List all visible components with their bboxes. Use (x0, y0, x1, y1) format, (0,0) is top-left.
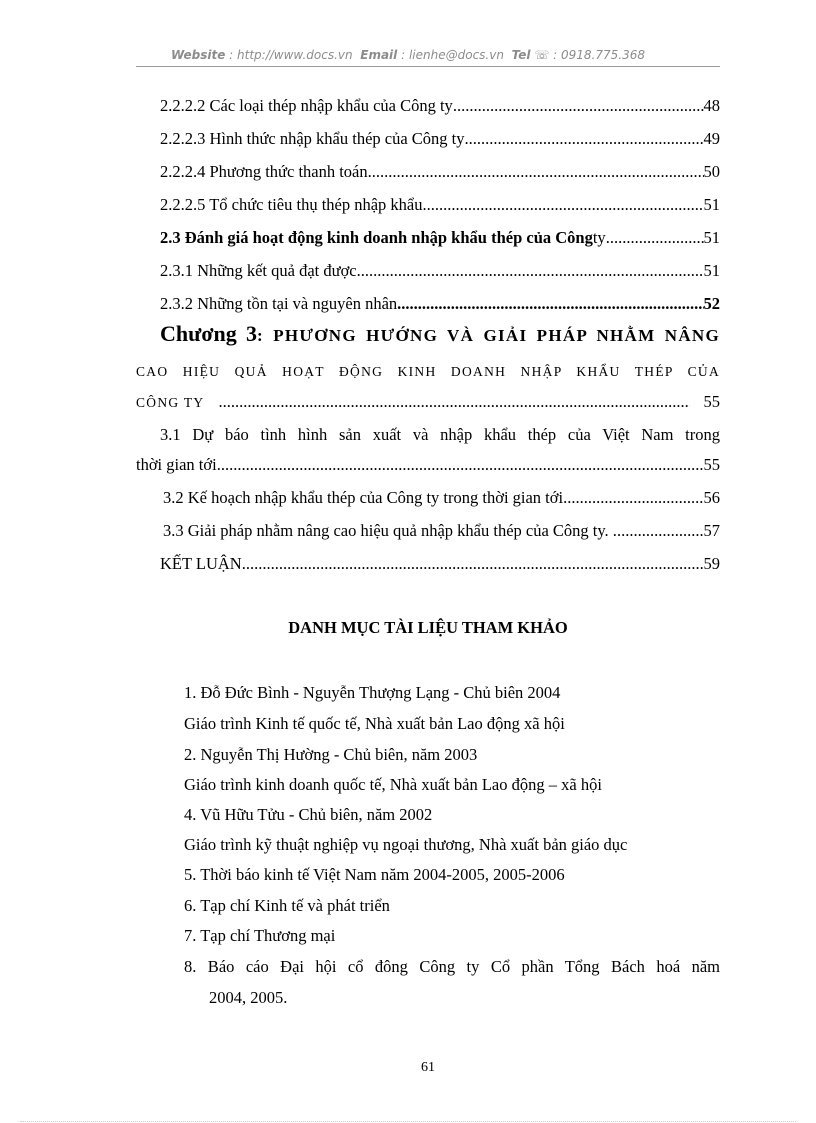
email-value[interactable]: : lienhe@docs.vn (401, 48, 504, 62)
toc-entry-text: 2.2.2.4 Phương thức thanh toán (160, 162, 368, 181)
website-value[interactable]: : http://www.docs.vn (229, 48, 353, 62)
page-header (0, 48, 816, 62)
toc-entry (136, 455, 720, 475)
reference-item: 4. Vũ Hữu Tửu - Chủ biên, năm 2002 (184, 805, 433, 824)
toc-entry-text: 3.3 Giải pháp nhằm nâng cao hiệu quả nhập khẩu thép của Công ty. . (163, 521, 617, 540)
toc-entry (160, 554, 720, 574)
toc-entry-text: 2.3 Đánh giá hoạt động kinh doanh nhập khẩu thép của Công (160, 228, 593, 247)
toc-entry-page: 51 (703, 228, 720, 247)
reference-item: 8. Báo cáo Đại hội cổ đông Công ty Cổ phần Tổng Bách hoá năm (184, 957, 720, 976)
toc-entry (163, 521, 720, 541)
toc-entry-text: CÔNG TY (136, 395, 205, 410)
toc-entry-page: 51 (703, 195, 720, 214)
chapter3-heading-line1: Chương 3: PHƯƠNG HƯỚNG VÀ GIẢI PHÁP NHẰM NÂNG (160, 321, 720, 346)
toc-entry-page: 49 (703, 129, 720, 148)
toc-entry-3-1-line1: 3.1 Dự báo tình hình sản xuất và nhập khẩu thép của Việt Nam trong (160, 425, 720, 444)
toc-entry-text: 2.3.2 Những tồn tại và nguyên nhân (160, 294, 398, 313)
reference-item: 5. Thời báo kinh tế Việt Nam năm 2004-2005, 2005-2006 (184, 865, 565, 884)
toc-entry-page: 56 (703, 488, 720, 507)
reference-item: Giáo trình kinh doanh quốc tế, Nhà xuất bản Lao động – xã hội (184, 775, 602, 794)
toc-entry-text: thời gian tới. (136, 455, 221, 474)
website-label: Website (171, 48, 226, 62)
toc-entry-text: 2.3.1 Những kết quả đạt được (160, 261, 357, 280)
reference-item: 2. Nguyễn Thị Hường - Chủ biên, năm 2003 (184, 745, 478, 764)
header-divider (136, 66, 720, 67)
toc-entry-page: 55 (703, 455, 720, 474)
phone-icon: ☏ (534, 48, 550, 62)
footer-divider (20, 1121, 796, 1122)
page-number: 61 (421, 1060, 435, 1075)
toc-entry (160, 162, 720, 182)
toc-entry-page: 51 (703, 261, 720, 280)
toc-entry-page: 55 (703, 392, 720, 411)
toc-entry (136, 392, 720, 413)
toc-entry (160, 261, 720, 281)
toc-entry-text: KẾT LUẬN (160, 554, 242, 573)
reference-item: 7. Tạp chí Thương mại (184, 926, 336, 945)
toc-entry-text: 2.2.2.3 Hình thức nhập khẩu thép của Công ty (160, 129, 465, 148)
chapter3-heading-line2: CAO HIỆU QUẢ HOẠT ĐỘNG KINH DOANH NHẬP KHẨU THÉP CỦA (136, 364, 720, 379)
tel-label: Tel (511, 48, 531, 62)
toc-entry-page: 57 (703, 521, 720, 540)
toc-entry-page: 50 (703, 162, 720, 181)
toc-entry-page: 52 (703, 294, 720, 313)
toc-entry (163, 488, 720, 508)
toc-entry-page: 48 (703, 96, 720, 115)
toc-entry (160, 294, 720, 314)
toc-entry-text: 3.2 Kế hoạch nhập khẩu thép của Công ty trong thời gian tới. (163, 488, 568, 507)
toc-entry (160, 96, 720, 116)
reference-item: 1. Đỗ Đức Bình - Nguyễn Thượng Lạng - Chủ biên 2004 (184, 683, 561, 702)
reference-item: 2004, 2005. (209, 988, 288, 1007)
reference-item: 6. Tạp chí Kinh tế và phát triển (184, 896, 390, 915)
references-title: DANH MỤC TÀI LIỆU THAM KHẢO (288, 618, 568, 637)
toc-entry-text: 2.2.2.2 Các loại thép nhập khẩu của Công ty (160, 96, 453, 115)
toc-entry (160, 228, 720, 248)
reference-item: Giáo trình Kinh tế quốc tế, Nhà xuất bản Lao động xã hội (184, 714, 565, 733)
reference-item: Giáo trình kỹ thuật nghiệp vụ ngoại thương, Nhà xuất bản giáo dục (184, 835, 628, 854)
toc-entry (160, 129, 720, 149)
toc-entry-page: 59 (703, 554, 720, 573)
email-label: Email (360, 48, 398, 62)
tel-value: : 0918.775.368 (553, 48, 645, 62)
toc-entry-text: 2.2.2.5 Tổ chức tiêu thụ thép nhập khẩu (160, 195, 423, 214)
chapter3-label: Chương 3 (160, 321, 257, 346)
toc-entry (160, 195, 720, 215)
toc-entry-text-tail: ty (592, 228, 606, 247)
